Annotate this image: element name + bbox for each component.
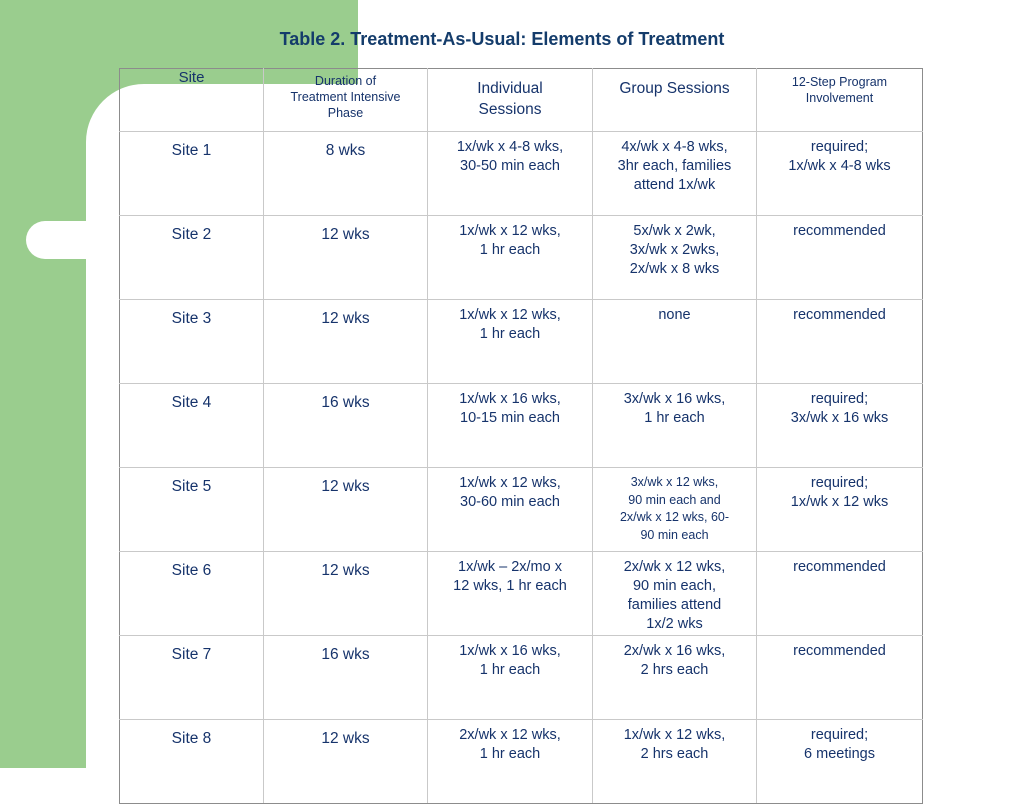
cell-group: 2x/wk x 16 wks, 2 hrs each	[593, 636, 757, 720]
cell-twelve-step: required; 3x/wk x 16 wks	[757, 384, 923, 468]
cell-group: 1x/wk x 12 wks, 2 hrs each	[593, 720, 757, 804]
header-row	[120, 69, 923, 132]
cell-individual: 1x/wk x 12 wks, 1 hr each	[428, 300, 593, 384]
cell-duration: 12 wks	[264, 720, 428, 804]
cell-site: Site 1	[120, 132, 264, 216]
cell-site: Site 2	[120, 216, 264, 300]
header-duration: Duration of Treatment Intensive Phase	[264, 69, 428, 132]
cell-site: Site 5	[120, 468, 264, 552]
cell-duration: 12 wks	[264, 468, 428, 552]
cell-group: 3x/wk x 12 wks, 90 min each and 2x/wk x 12 wks, 60- 90 min each	[593, 468, 757, 552]
table-row	[120, 636, 923, 720]
cell-group: 2x/wk x 12 wks, 90 min each, families attend 1x/2 wks	[593, 552, 757, 636]
cell-site: Site 7	[120, 636, 264, 720]
cell-group: 5x/wk x 2wk, 3x/wk x 2wks, 2x/wk x 8 wks	[593, 216, 757, 300]
cell-twelve-step: required; 6 meetings	[757, 720, 923, 804]
header-12-step: 12-Step Program Involvement	[757, 69, 923, 132]
cell-twelve-step: recommended	[757, 300, 923, 384]
cell-duration: 12 wks	[264, 300, 428, 384]
cell-site: Site 8	[120, 720, 264, 804]
cell-site: Site 4	[120, 384, 264, 468]
cell-duration: 12 wks	[264, 552, 428, 636]
cell-duration: 16 wks	[264, 636, 428, 720]
table-row	[120, 468, 923, 552]
cell-twelve-step: recommended	[757, 552, 923, 636]
header-individual-sessions: Individual Sessions	[428, 69, 593, 132]
cell-duration: 8 wks	[264, 132, 428, 216]
cell-duration: 16 wks	[264, 384, 428, 468]
cell-twelve-step: recommended	[757, 636, 923, 720]
cell-individual: 1x/wk x 12 wks, 30-60 min each	[428, 468, 593, 552]
decorative-tab	[26, 221, 126, 259]
cell-group: 3x/wk x 16 wks, 1 hr each	[593, 384, 757, 468]
cell-site: Site 6	[120, 552, 264, 636]
cell-individual: 1x/wk x 16 wks, 10-15 min each	[428, 384, 593, 468]
cell-individual: 1x/wk – 2x/mo x 12 wks, 1 hr each	[428, 552, 593, 636]
cell-twelve-step: recommended	[757, 216, 923, 300]
cell-group: none	[593, 300, 757, 384]
cell-individual: 1x/wk x 12 wks, 1 hr each	[428, 216, 593, 300]
cell-individual: 1x/wk x 16 wks, 1 hr each	[428, 636, 593, 720]
cell-twelve-step: required; 1x/wk x 4-8 wks	[757, 132, 923, 216]
header-site: Site	[120, 69, 264, 132]
table-row	[120, 132, 923, 216]
slide-title: Table 2. Treatment-As-Usual: Elements of Treatment	[279, 29, 725, 49]
table-row	[120, 300, 923, 384]
treatment-table	[119, 68, 923, 804]
table-row	[120, 552, 923, 636]
table-row	[120, 216, 923, 300]
table-row	[120, 720, 923, 804]
cell-individual: 2x/wk x 12 wks, 1 hr each	[428, 720, 593, 804]
cell-group: 4x/wk x 4-8 wks, 3hr each, families attend 1x/wk	[593, 132, 757, 216]
cell-twelve-step: required; 1x/wk x 12 wks	[757, 468, 923, 552]
cell-individual: 1x/wk x 4-8 wks, 30-50 min each	[428, 132, 593, 216]
table-row	[120, 384, 923, 468]
header-group-sessions: Group Sessions	[593, 69, 757, 132]
cell-duration: 12 wks	[264, 216, 428, 300]
cell-site: Site 3	[120, 300, 264, 384]
